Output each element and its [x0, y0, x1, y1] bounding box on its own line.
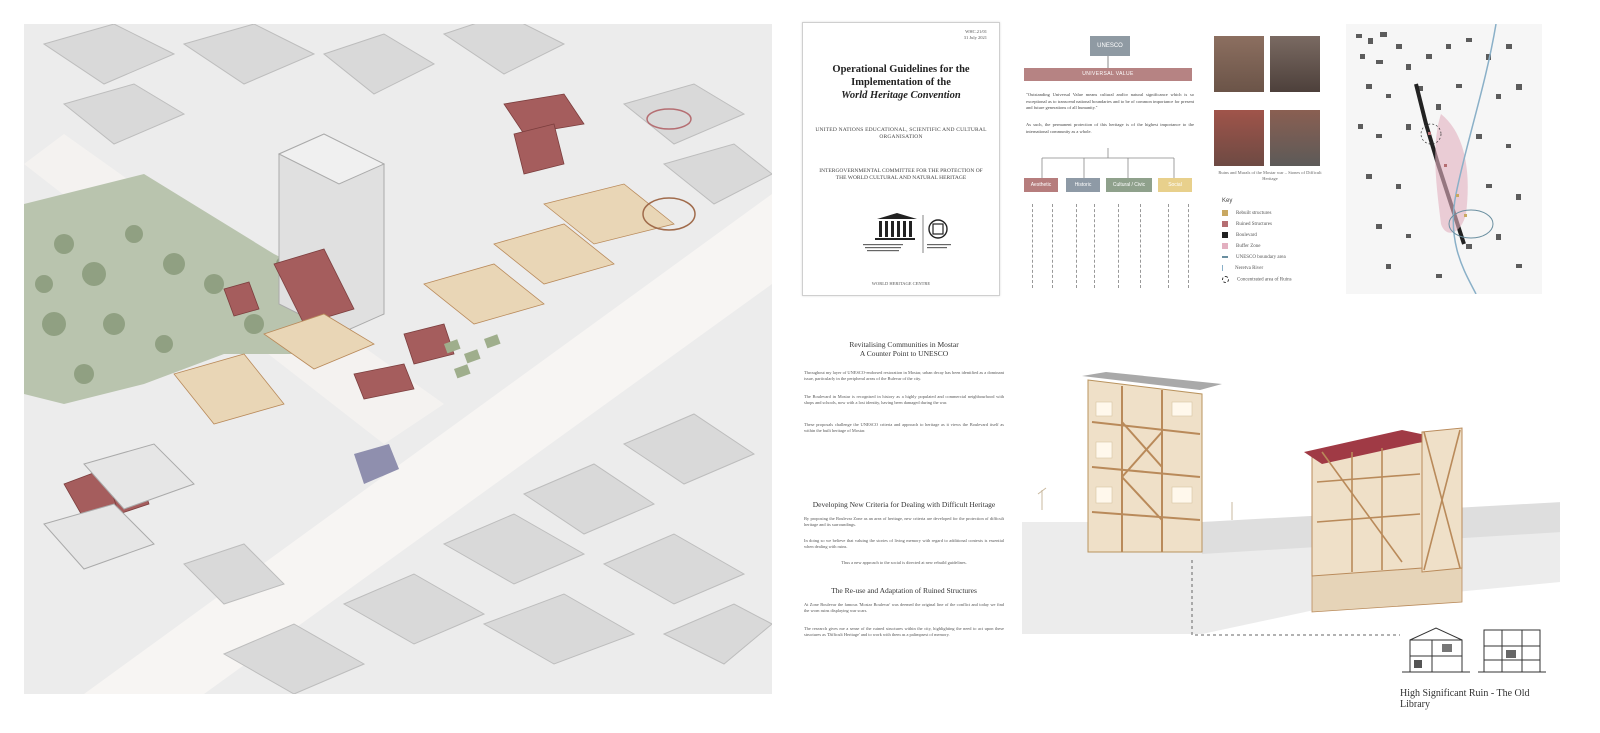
section-2-paragraph-2: In doing so we believe that valuing the stories of living memory with regard to additional contexts is essential when dealing with ruins.: [804, 538, 1004, 550]
figure-ground-drawing: [1346, 24, 1542, 294]
section-1-paragraph-3: These proposals challenge the UNESCO criteria and approach to heritage as it views the Boulevard itself as within the built heritage of Mostar.: [804, 422, 1004, 434]
key-item-unesco-area: [1222, 254, 1330, 262]
key-label: Neretva River: [1235, 266, 1264, 272]
document-title: [813, 63, 989, 102]
key-label: UNESCO boundary area: [1236, 255, 1286, 260]
key-swatch: [1222, 256, 1228, 258]
key-item-river: [1222, 265, 1330, 273]
mural-photo-1: [1214, 110, 1264, 166]
key-item-boulevard: [1222, 232, 1330, 240]
section-2-paragraph-1: By proposing the Boulevar Zone as an area of heritage, new criteria are developed for the protection of difficult heritage and its surroundings.: [804, 516, 1004, 528]
title-line-1: Operational Guidelines for the: [832, 64, 970, 75]
category-cultural: Cultural / Civic: [1106, 178, 1152, 192]
axonometric-illustration: [24, 24, 772, 694]
ruin-photo-1: [1214, 36, 1264, 92]
section-3-paragraph-1: At Zone Boulevar the famous 'Mostar Boulevar' was deemed the original line of the conflict and today we find the worn ruins displaying war scars.: [804, 602, 1004, 614]
criteria-column-3: [1076, 204, 1077, 288]
organisation-name: UNITED NATIONS EDUCATIONAL, SCIENTIFIC AND CULTURAL ORGANISATION: [815, 127, 987, 140]
category-aesthetic: Aesthetic: [1024, 178, 1058, 192]
key-swatch: [1222, 232, 1228, 238]
key-label: Boulevard: [1236, 233, 1257, 239]
section-1-paragraph-1: Throughout my layer of UNESCO-endorsed restoration in Mostar, urban decay has been identified as a dominant issue, particularly in the peripheral areas of the Bulevar of the city.: [804, 370, 1004, 382]
mural-photo-2: [1270, 110, 1320, 166]
ruin-photo-2: [1270, 36, 1320, 92]
section-3-paragraph-2: The research gives me a sense of the ruined structures within the city, highlighting the need to act upon these structures as 'Difficult Heritage' and to work with them as a palimpsest of memory.: [804, 626, 1004, 638]
unesco-temple-icon: [803, 213, 999, 257]
section-1-paragraph-2: The Boulevard in Mostar is recognised in history as a highly populated and commercial neighbourhood with shops and schools, now with a lost identity, having been damaged during the war.: [804, 394, 1004, 406]
leader-line: [1191, 560, 1401, 636]
section-1-title-line-1: Revitalising Communities in Mostar: [849, 340, 959, 349]
key-label: Concentrated area of Ruins: [1237, 277, 1292, 283]
axonometric-site-drawing: [24, 24, 772, 694]
key-item-buffer: [1222, 243, 1330, 251]
criteria-column-1: [1032, 204, 1033, 288]
section-3-title: The Re-use and Adaptation of Ruined Structures: [831, 586, 977, 595]
section-2-paragraph-3: Thus a new approach to the social is directed at new rebuild guidelines.: [841, 560, 967, 565]
key-label: Ruined Structures: [1236, 222, 1272, 228]
ruin-photographs: [1214, 36, 1326, 182]
criteria-column-5: [1118, 204, 1119, 288]
unesco-logos: [803, 213, 999, 257]
key-item-rebuilt: [1222, 210, 1330, 218]
essay-column: [800, 340, 1008, 710]
key-swatch: [1222, 276, 1229, 283]
map-key: [1222, 198, 1330, 294]
category-social: Social: [1158, 178, 1192, 192]
category-historic: Historic: [1066, 178, 1100, 192]
key-swatch: [1222, 243, 1228, 249]
section-drawing-2: [1478, 620, 1546, 678]
key-label: Rebuilt structures: [1236, 211, 1272, 217]
title-line-3: World Heritage Convention: [841, 90, 961, 101]
section-thumbnail-1: [1402, 620, 1470, 678]
criteria-column-7: [1168, 204, 1169, 288]
section-thumbnail-2: [1478, 620, 1546, 678]
model-caption: High Significant Ruin - The Old Library: [1400, 688, 1530, 710]
section-drawing-1: [1402, 620, 1470, 678]
section-1-title: [800, 340, 1008, 358]
title-line-2: Implementation of the: [851, 77, 951, 88]
key-swatch: [1222, 221, 1228, 227]
section-2-title: Developing New Criteria for Dealing with Difficult Heritage: [812, 500, 996, 509]
committee-name: INTERGOVERNMENTAL COMMITTEE FOR THE PROTECTION OF THE WORLD CULTURAL AND NATURAL HERITAGE: [819, 168, 983, 181]
universal-value-diagram: [1022, 30, 1194, 292]
document-code: [964, 29, 987, 41]
unesco-box: UNESCO: [1090, 36, 1130, 56]
document-code-text: WHC.21/01: [965, 29, 987, 34]
category-connectors: [1022, 148, 1194, 178]
world-heritage-centre-label: WORLD HERITAGE CENTRE: [871, 281, 931, 286]
key-item-ruined: [1222, 221, 1330, 229]
section-1-title-line-2: A Counter Point to UNESCO: [859, 349, 949, 358]
key-swatch: [1222, 265, 1227, 271]
criteria-column-6: [1140, 204, 1141, 288]
criteria-column-4: [1094, 204, 1095, 288]
document-date: 31 July 2021: [963, 35, 987, 40]
key-label: Buffer Zone: [1236, 244, 1261, 250]
ouv-note: As such, the permanent protection of this heritage is of the highest importance to the international community as a whole.: [1026, 122, 1194, 134]
operational-guidelines-cover: [802, 22, 1000, 296]
universal-value-bar: UNIVERSAL VALUE: [1024, 68, 1192, 81]
photos-caption: Ruins and Murals of the Mostar war – Stones of Difficult Heritage: [1218, 170, 1322, 181]
criteria-column-2: [1052, 204, 1053, 288]
key-title: Key: [1222, 198, 1233, 204]
section-thumbnails: [1402, 620, 1552, 682]
ouv-definition: "Outstanding Universal Value means cultural and/or natural significance which is so exceptional as to transcend national boundaries and to be of common importance for present and future generations of all humanity.": [1026, 92, 1194, 110]
key-swatch: [1222, 210, 1228, 216]
mostar-figure-ground-map: [1346, 24, 1542, 294]
criteria-column-8: [1188, 204, 1189, 288]
key-item-ruins-area: [1222, 276, 1330, 284]
